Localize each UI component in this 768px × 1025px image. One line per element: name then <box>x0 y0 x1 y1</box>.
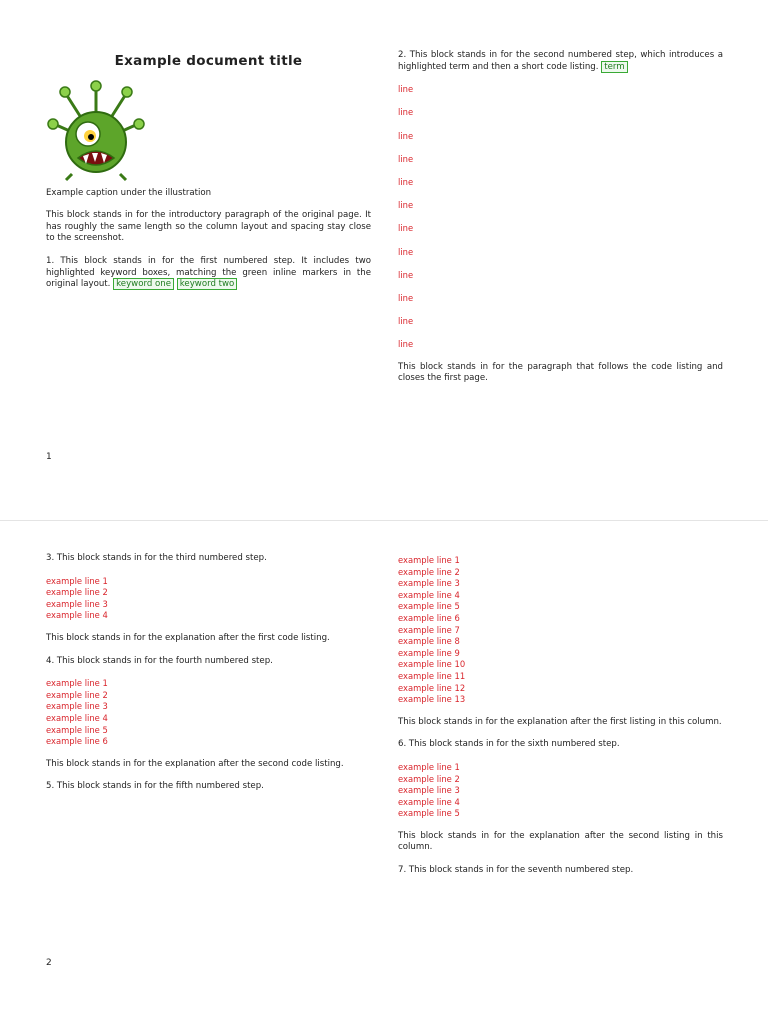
page1-right-column <box>398 50 723 396</box>
step-6-paragraph: 6. This block stands in for the sixth numbered step. <box>398 739 620 750</box>
step-1-paragraph: 1. This block stands in for the first numbered step. It includes two highlighted keyword boxes, matching the green inline markers in the original layout. keyword one keyword two <box>46 255 371 290</box>
intro-paragraph: This block stands in for the introductory paragraph of the original page. It has roughly the same length so the column layout and spacing stay close to the screenshot. <box>46 210 371 244</box>
step-4-followup: This block stands in for the explanation after the second code listing. <box>46 758 344 769</box>
page2-right-column <box>398 555 723 888</box>
code-block: example line 1 example line 2 example line 3 example line 4 <box>46 575 108 621</box>
keyword-box: keyword one <box>113 278 174 290</box>
code-block: line line line line line line line line line line line line <box>398 84 414 350</box>
monster-illustration <box>46 78 146 182</box>
step-4-paragraph: 4. This block stands in for the fourth numbered step. <box>46 655 273 666</box>
image-caption: Example caption under the illustration <box>46 187 212 198</box>
code-block: example line 1 example line 2 example line 3 example line 4 example line 5 example line 6 <box>46 678 108 747</box>
page-title: Example document title <box>114 53 303 69</box>
page-2 <box>0 520 768 1025</box>
page2-left-column <box>46 553 371 804</box>
keyword-box: keyword two <box>177 278 238 290</box>
step-2-paragraph: 2. This block stands in for the second numbered step, which introduces a highlighted term and then a short code listing. term <box>398 50 723 72</box>
step-2-followup: This block stands in for the paragraph that follows the code listing and closes the first page. <box>398 361 723 384</box>
page-1 <box>0 0 768 505</box>
step-3-followup: This block stands in for the explanation after the first code listing. <box>46 632 330 643</box>
step-7-paragraph: 7. This block stands in for the seventh numbered step. <box>398 865 634 876</box>
keyword-box: term <box>601 61 627 73</box>
page-number: 2 <box>46 958 52 968</box>
step-5-followup: This block stands in for the explanation after the first listing in this column. <box>398 716 722 727</box>
step-3-paragraph: 3. This block stands in for the third numbered step. <box>46 553 267 563</box>
page-number: 1 <box>46 452 52 462</box>
code-block: example line 1 example line 2 example line 3 example line 4 example line 5 example line 6 example line 7 example line 8 example line 9 example line 10 example line 11 example line 12 example line 13 <box>398 555 466 705</box>
step-6-followup: This block stands in for the explanation after the second listing in this column. <box>398 830 723 853</box>
code-block: example line 1 example line 2 example line 3 example line 4 example line 5 <box>398 761 460 819</box>
step-5-paragraph: 5. This block stands in for the fifth numbered step. <box>46 781 264 792</box>
page1-left-column <box>46 53 371 302</box>
